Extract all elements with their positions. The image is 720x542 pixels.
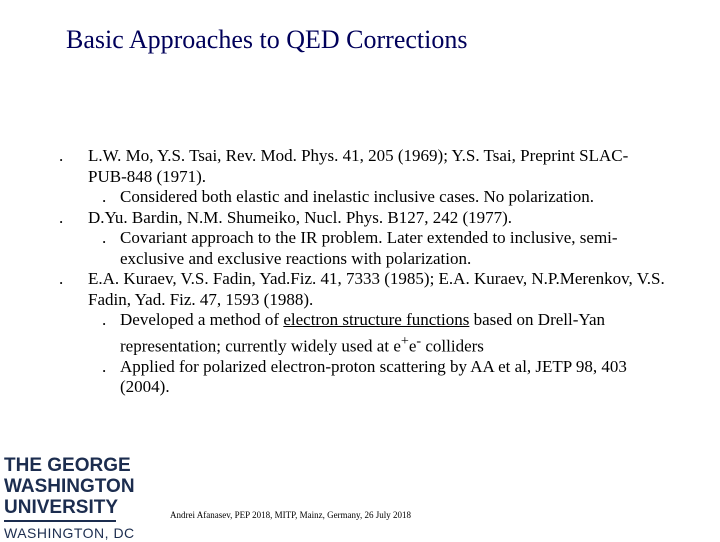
bullet-icon: . bbox=[59, 207, 64, 227]
bullet-icon: . bbox=[59, 146, 64, 165]
sub-text-start: Developed a method of bbox=[120, 310, 284, 329]
superscript-minus: - bbox=[416, 332, 422, 349]
sub-list-item bbox=[55, 357, 665, 398]
sub-list-item bbox=[55, 228, 665, 269]
sub-text-middle: based on Drell-Yan representation; currently widely used at e bbox=[120, 310, 606, 356]
reference-text: D.Yu. Bardin, N.M. Shumeiko, Nucl. Phys. B127, 242 (1977). bbox=[88, 207, 513, 227]
logo-line: WASHINGTON bbox=[4, 476, 135, 497]
list-item bbox=[55, 269, 665, 310]
sub-list-item bbox=[55, 187, 665, 208]
bullet-icon: . bbox=[102, 228, 107, 247]
bullet-icon: . bbox=[102, 356, 107, 376]
logo-line: UNIVERSITY bbox=[4, 497, 119, 518]
logo-divider bbox=[4, 520, 116, 522]
logo-line: WASHINGTON, DC bbox=[4, 525, 135, 541]
sub-text: Applied for polarized electron-proton scattering by AA et al, JETP 98, 403 (2004). bbox=[120, 356, 627, 397]
sub-list-item bbox=[55, 310, 665, 357]
bullet-icon: . bbox=[102, 187, 107, 206]
superscript-plus: + bbox=[400, 332, 409, 349]
bullet-icon: . bbox=[102, 310, 107, 329]
bullet-icon: . bbox=[59, 269, 64, 288]
slide-title: Basic Approaches to QED Corrections bbox=[66, 25, 468, 54]
reference-text: E.A. Kuraev, V.S. Fadin, Yad.Fiz. 41, 7333 (1985); E.A. Kuraev, N.P.Merenkov, V.S. Fadin, Yad. Fiz. 47, 1593 (1988). bbox=[88, 269, 665, 309]
university-logo bbox=[4, 455, 135, 542]
sub-text: Considered both elastic and inelastic inclusive cases. No polarization. bbox=[120, 187, 594, 206]
list-item bbox=[55, 146, 665, 187]
electron-symbol: e bbox=[408, 336, 417, 356]
sub-text: Covariant approach to the IR problem. Later extended to inclusive, semi-exclusive and exclusive reactions with polarization. bbox=[120, 228, 618, 268]
logo-line: THE GEORGE bbox=[4, 455, 131, 476]
underlined-term: electron structure functions bbox=[283, 310, 470, 329]
slide-footer: Andrei Afanasev, PEP 2018, MITP, Mainz, Germany, 26 July 2018 bbox=[170, 510, 411, 520]
sub-text-end: colliders bbox=[421, 336, 484, 356]
list-item bbox=[55, 208, 665, 229]
reference-list bbox=[55, 146, 665, 398]
reference-text: L.W. Mo, Y.S. Tsai, Rev. Mod. Phys. 41, 205 (1969); Y.S. Tsai, Preprint SLAC-PUB-848 (1971). bbox=[88, 146, 629, 186]
